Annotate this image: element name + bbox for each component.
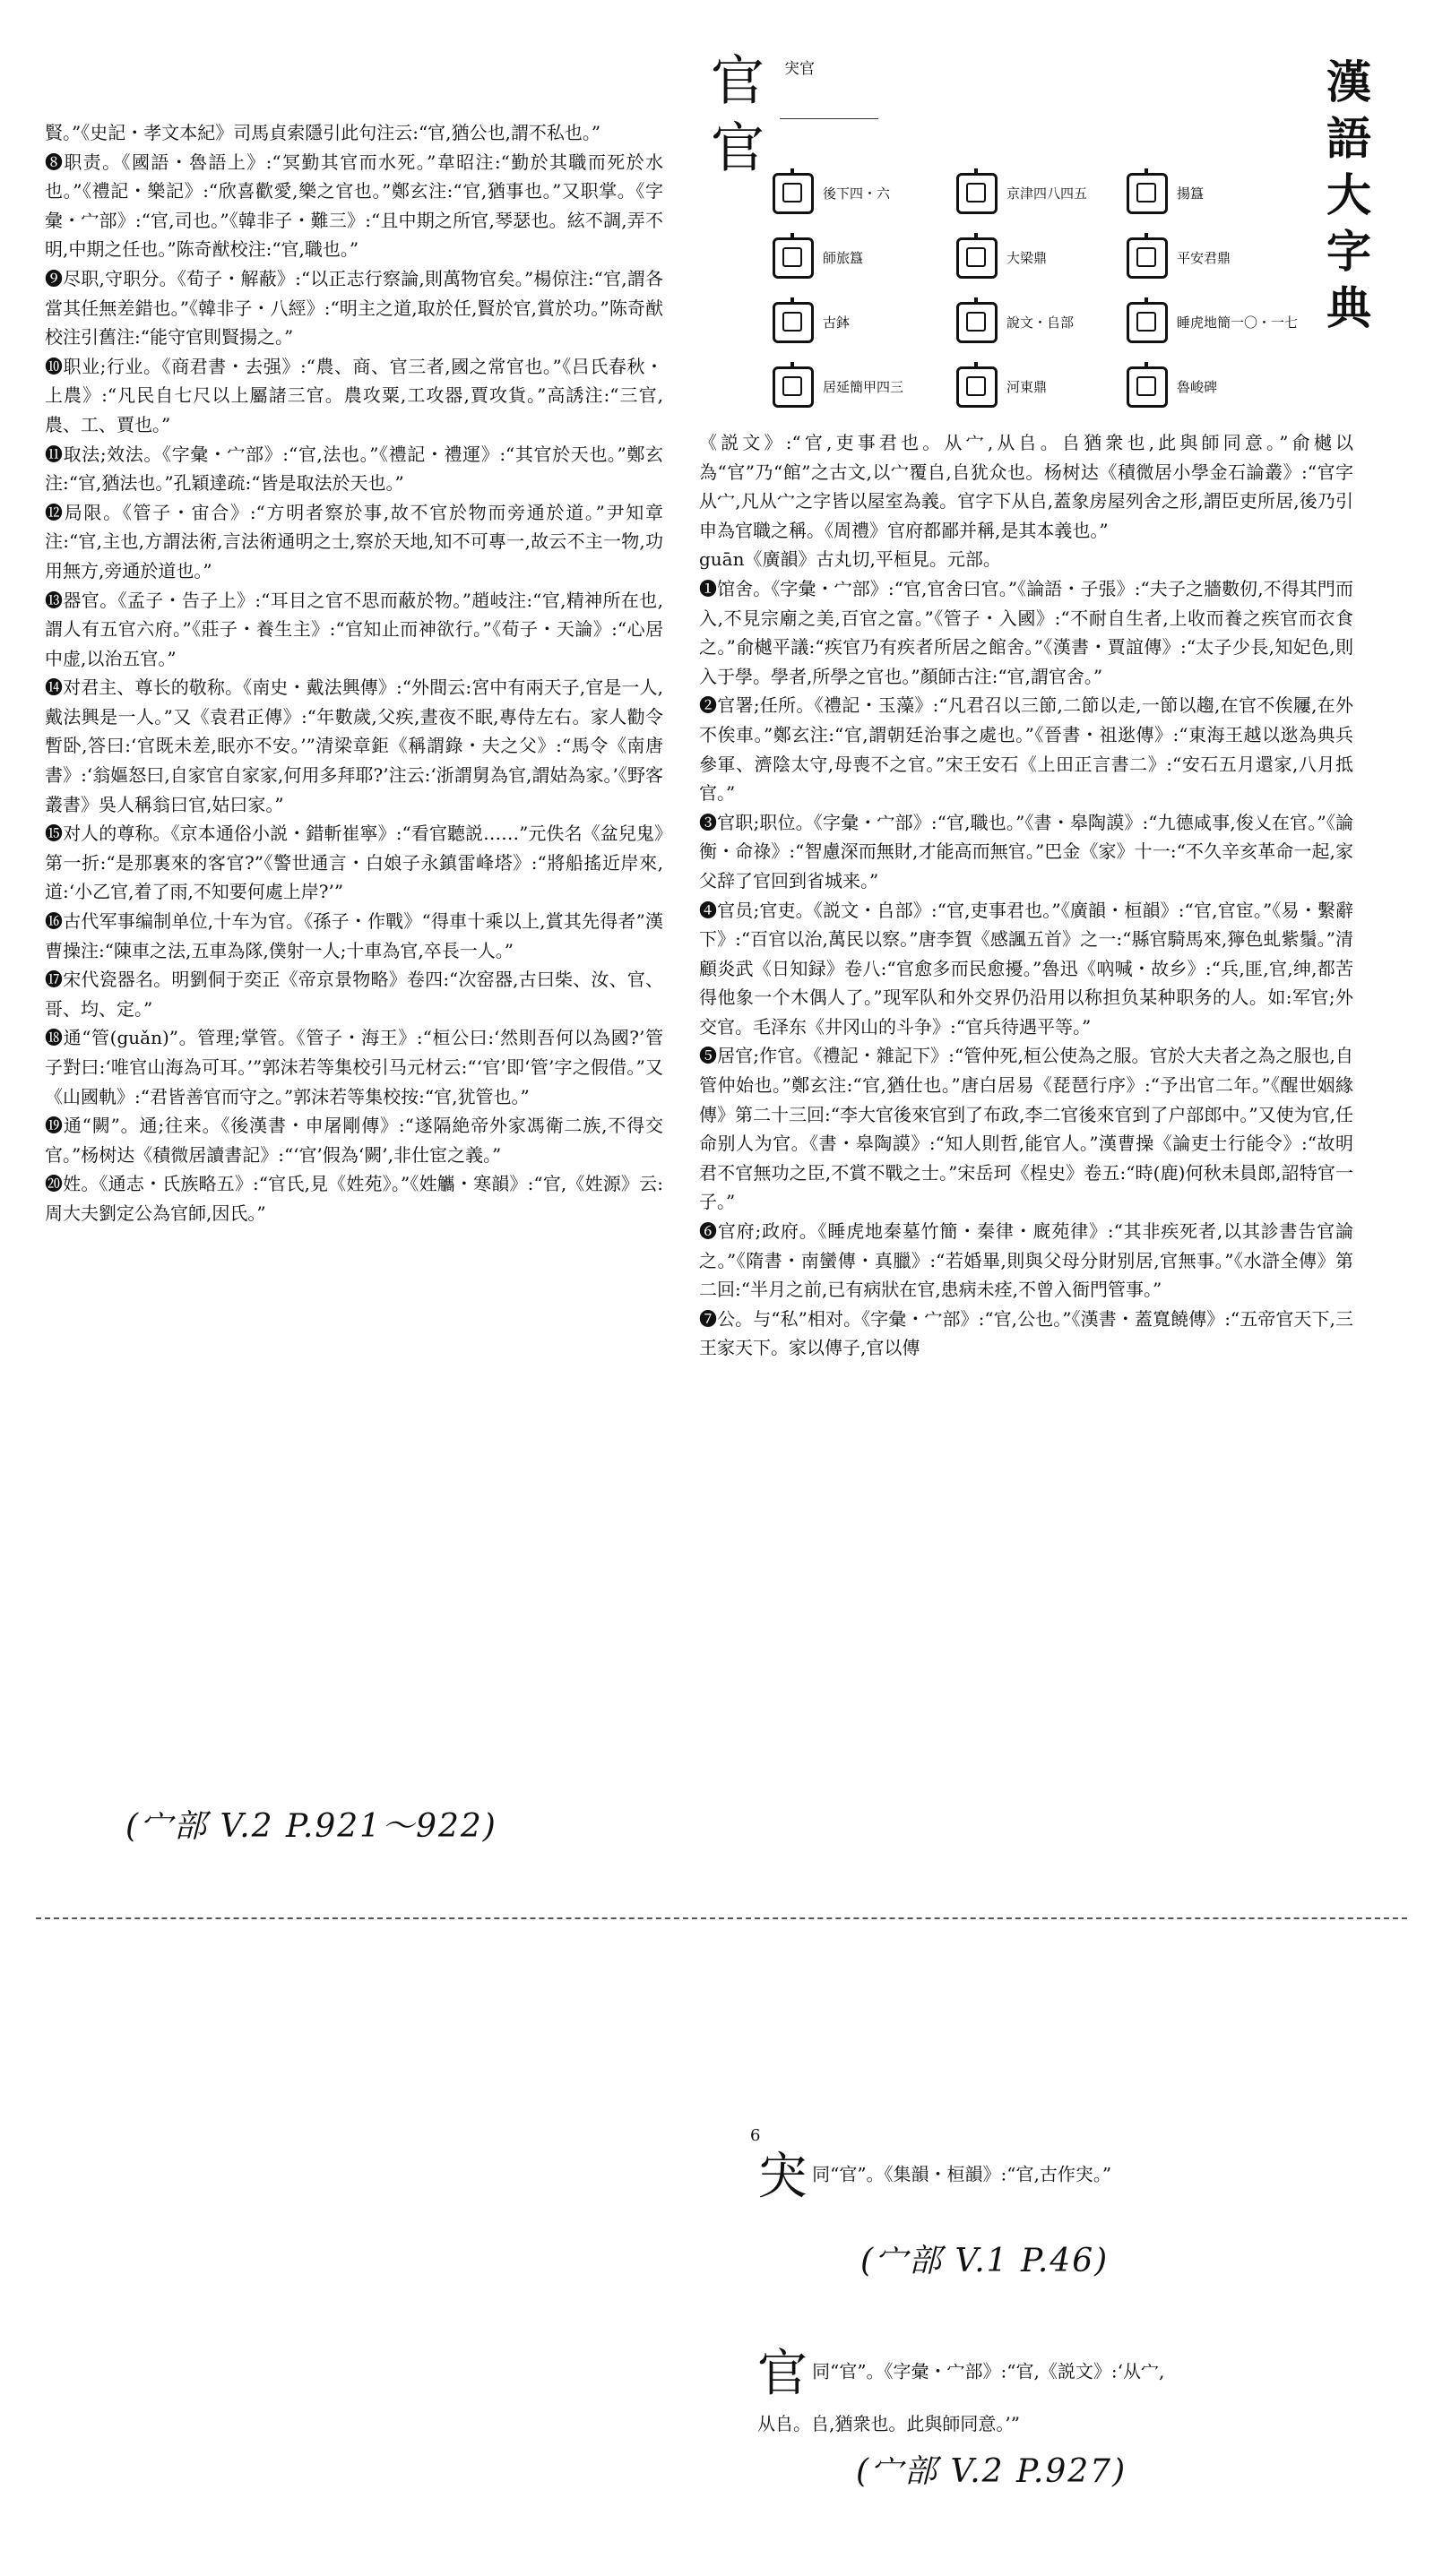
paragraph: ⓳通“闕”。通;往来。《後漢書・申屠剛傳》:“遂隔絶帝外家馮衛二族,不得交官。”杨树达《積微居讀書記》:“‘官’假為‘闕’,非仕宦之義。” <box>45 1115 663 1166</box>
ancient-glyph-icon <box>773 366 814 408</box>
paragraph: ❸官职;职位。《字彙・宀部》:“官,職也。”《書・皋陶謨》:“九德咸事,俊乂在官。”《論衡・命祿》:“智慮深而無財,才能高而無官。”巴金《家》十一:“不久辛亥革命一起,家父辞了官回到省城来。” <box>699 811 1353 892</box>
entry-traditional-character <box>757 2334 1403 2435</box>
paragraph: ❶馆舍。《字彙・宀部》:“官,官舍曰官。”《論語・子張》:“夫子之牆數仞,不得其門而入,不見宗廟之美,百官之富。”《管子・入國》:“不耐自生者,上收而養之疾官而衣食之。”俞樾平議:“疾官乃有疾者所居之館舍。”《漢書・賈誼傳》:“太子少長,知妃色,則入于學。學者,所學之官也。”顏師古注:“官,謂官舍。” <box>699 577 1353 687</box>
ancient-glyph-icon <box>1127 366 1168 408</box>
glyph-source-label: 揚簋 <box>1177 185 1205 202</box>
glyph-form <box>1127 168 1204 219</box>
glyph-source-label: 魯峻碑 <box>1177 378 1218 395</box>
section-divider <box>36 1917 1407 1919</box>
glyph-form <box>1127 297 1298 348</box>
paragraph: ⓮对君主、尊长的敬称。《南史・戴法興傳》:“外間云:宮中有兩天子,官是一人,戴法興是一人。”又《袁君正傳》:“年數歲,父疾,晝夜不眠,專侍左右。家人勸令暫卧,答曰:‘官既未差,眠亦不安。’”清梁章鉅《稱謂錄・夫之父》:“馬令《南唐書》:‘翁嫗怒曰,自家官自家家,何用多拜耶?’注云:‘浙謂舅為官,謂姑為家。’《野客叢書》吳人稱翁曰官,姑曰家。” <box>45 676 663 815</box>
ancient-glyph-icon <box>956 366 998 408</box>
glyph-source-label: 說文・𠂤部 <box>1006 314 1075 331</box>
paragraph: ❽职责。《國語・魯語上》:“冥勤其官而水死。”韋昭注:“勤於其職而死於水也。”《禮記・樂記》:“欣喜歡愛,樂之官也。”鄭玄注:“官,猶事也。”又职掌。《字彙・宀部》:“官,司也。”《韓非子・難三》:“且中期之所官,琴瑟也。絃不調,弄不明,中期之任也。”陈奇猷校注:“官,職也。” <box>45 151 663 261</box>
ancient-glyph-icon <box>773 302 814 343</box>
ancient-glyph-icon <box>773 237 814 279</box>
paragraph: 賢。”《史記・孝文本紀》司馬貞索隱引此句注云:“官,猶公也,謂不私也。” <box>45 122 601 143</box>
glyph-source-label: 後下四・六 <box>823 185 891 202</box>
glyph-source-label: 京津四八四五 <box>1006 185 1088 202</box>
head-character-variants: 宊官 <box>784 60 815 78</box>
ancient-glyph-icon <box>956 302 998 343</box>
glyph-source-label: 睡虎地簡一〇・一七 <box>1177 314 1299 331</box>
glyph-form <box>773 233 863 283</box>
paragraph: ⓭器官。《孟子・告子上》:“耳目之官不思而蔽於物。”趙岐注:“官,精神所在也,謂人有五官六府。”《莊子・養生主》:“官知止而神欲行。”《荀子・天論》:“心居中虚,以治五官。” <box>45 589 663 669</box>
glyph-source-label: 河東鼎 <box>1006 378 1048 395</box>
left-column-text <box>45 118 663 1228</box>
paragraph: ⓯对人的尊称。《京本通俗小説・錯斬崔寧》:“看官聽説……”元佚名《盆兒鬼》第一折:“是那裏來的客官?”《警世通言・白娘子永鎮雷峰塔》:“將船搖近岸來,道:‘小乙官,着了雨,不知要何處上岸?’” <box>45 823 663 903</box>
glyph-form <box>773 362 903 412</box>
head-character-second: 官 <box>711 117 765 180</box>
glyph-source-label: 師旅簋 <box>823 249 864 266</box>
ancient-glyph-icon <box>956 237 998 279</box>
entry-traditional-definition-line2: 从𠂤。𠂤,猶衆也。此與師同意。’” <box>757 2413 1020 2434</box>
ancient-glyph-icon <box>1127 173 1168 214</box>
header-rule <box>780 118 878 119</box>
entry-variant-character <box>750 2126 1385 2209</box>
glyph-form <box>1127 233 1231 283</box>
paragraph: ❹官员;官吏。《説文・𠂤部》:“官,吏事君也。”《廣韻・桓韻》:“官,官宦。”《易・繫辭下》:“百官以治,萬民以察。”唐李賀《感諷五首》之一:“縣官騎馬來,獰色虬紫鬚。”清顧炎武《日知録》卷八:“官愈多而民愈擾。”魯迅《吶喊・故乡》:“兵,匪,官,绅,都苦得他象一个木偶人了。”现军队和外交界仍沿用以称担负某种职务的人。如:军官;外交官。毛泽东《井冈山的斗争》:“官兵待遇平等。” <box>699 899 1353 1038</box>
glyph-form <box>1127 362 1217 412</box>
ancient-glyph-icon <box>1127 237 1168 279</box>
paragraph: ❼公。与“私”相对。《字彙・宀部》:“官,公也。”《漢書・蓋寬饒傳》:“五帝官天下,三王家天下。家以傳子,官以傳 <box>699 1307 1353 1359</box>
paragraph: ❻官府;政府。《睡虎地秦墓竹簡・秦律・廐苑律》:“其非疾死者,以其診書告官論之。”《隋書・南蠻傳・真臘》:“若婚畢,則與父母分財别居,官無事。”《水滸全傳》第二回:“半月之前,已有病狀在官,患病未痊,不曾入衙門管事。” <box>699 1220 1353 1301</box>
paragraph: 《説文》:“官,吏事君也。从宀,从𠂤。𠂤猶衆也,此與師同意。”俞樾以為“官”乃“館”之古文,以宀覆𠂤,𠂤犹众也。杨树达《積微居小學金石論叢》:“官字从宀,凡从宀之字皆以屋室為義。官字下从𠂤,蓋象房屋列舍之形,謂臣吏所居,後乃引申為官職之稱。《周禮》官府都鄙并稱,是其本義也。” <box>699 432 1353 541</box>
entry-traditional-definition-line1: 同“官”。《字彙・宀部》:“官,《説文》:‘从宀, <box>812 2360 1165 2382</box>
glyph-form <box>773 297 850 348</box>
glyph-form <box>956 233 1047 283</box>
right-column-text <box>699 428 1353 1363</box>
glyph-form <box>956 168 1087 219</box>
ancient-glyph-icon <box>956 173 998 214</box>
head-character: 官 <box>711 50 765 113</box>
paragraph: ❿职业;行业。《商君書・去强》:“農、商、官三者,國之常官也。”《吕氏春秋・上農》:“凡民自七尺以上屬諸三官。農攻粟,工攻器,賈攻貨。”高誘注:“三官,農、工、賈也。” <box>45 355 663 435</box>
dictionary-title: 漢 語 大 字 典 <box>1326 56 1371 334</box>
glyph-source-label: 大梁鼎 <box>1006 249 1048 266</box>
paragraph: ⓲通“管(guǎn)”。管理;掌管。《管子・海王》:“桓公曰:‘然則吾何以為國?’管子對曰:‘唯官山海為可耳。’”郭沫若等集校引马元材云:“‘官’即‘管’字之假借。”又《山國軌》:“君皆善官而守之。”郭沫若等集校按:“官,犹管也。” <box>45 1027 663 1107</box>
glyph-source-label: 古鉢 <box>823 314 851 331</box>
handwritten-page-note-bottom: (宀部 V.2 P.927) <box>856 2453 1127 2490</box>
glyph-source-label: 平安君鼎 <box>1177 249 1231 266</box>
paragraph: ❺居官;作官。《禮記・雜記下》:“管仲死,桓公使為之服。官於大夫者之為之服也,自管仲始也。”鄭玄注:“官,猶仕也。”唐白居易《琵琶行序》:“予出官二年。”《醒世姻緣傳》第二十三回:“李大官後來官到了布政,李二官後來官到了户部郎中。”又使为官,任命别人为官。《書・皋陶謨》:“知人則哲,能官人。”漢曹操《論吏士行能令》:“故明君不官無功之臣,不賞不戰之士。”宋岳珂《桯史》卷五:“時(鹿)何秋未員郎,詔特官一子。” <box>699 1045 1353 1213</box>
paragraph: ⓴姓。《通志・氏族略五》:“官氏,見《姓苑》。”《姓觿・寒韻》:“官,《姓源》云:周大夫劉定公為官師,因氏。” <box>45 1173 663 1224</box>
glyph-form <box>956 297 1074 348</box>
glyph-form <box>773 168 890 219</box>
entry-stroke-marker: 6 <box>750 2126 761 2145</box>
handwritten-page-note-left: (宀部 V.2 P.921～922) <box>125 1808 497 1845</box>
entry-variant-glyph: 宊 <box>757 2148 808 2206</box>
paragraph: guān《廣韻》古丸切,平桓見。元部。 <box>699 548 1001 571</box>
handwritten-page-note-mid: (宀部 V.1 P.46) <box>860 2243 1110 2279</box>
glyph-source-label: 居延簡甲四三 <box>823 378 904 395</box>
entry-traditional-glyph: 官 <box>757 2345 808 2403</box>
paragraph: ⓫取法;效法。《字彙・宀部》:“官,法也。”《禮記・禮運》:“其官於天也。”鄭玄注:“官,猶法也。”孔穎達疏:“皆是取法於天也。” <box>45 443 663 495</box>
paragraph: ⓱宋代瓷器名。明劉侗于奕正《帝京景物略》卷四:“次窑器,古曰柴、汝、官、哥、均、定。” <box>45 969 663 1020</box>
paragraph: ❾尽职,守职分。《荀子・解蔽》:“以正志行察論,則萬物官矣。”楊倞注:“官,謂各當其任無差錯也。”《韓非子・八經》:“明主之道,取於任,賢於官,賞於功。”陈奇猷校注引舊注:“能守官則賢揚之。” <box>45 267 663 349</box>
glyph-forms-grid <box>773 168 1328 428</box>
paragraph: ❷官署;任所。《禮記・玉藻》:“凡君召以三節,二節以走,一節以趨,在官不俟屨,在外不俟車。”鄭玄注:“官,謂朝廷治事之處也。”《晉書・祖逖傳》:“東海王越以逖為典兵參軍、濟陰太守,母喪不之官。”宋王安石《上田正言書二》:“安石五月還家,八月抵官。” <box>699 694 1353 805</box>
ancient-glyph-icon <box>773 173 814 214</box>
glyph-form <box>956 362 1047 412</box>
ancient-glyph-icon <box>1127 302 1168 343</box>
entry-variant-definition: 同“官”。《集韻・桓韻》:“官,古作宊。” <box>812 2163 1112 2185</box>
paragraph: ⓰古代军事编制单位,十车为官。《孫子・作戰》“得車十乘以上,賞其先得者”漢曹操注:“陳車之法,五車為隊,僕射一人;十車為官,卒長一人。” <box>45 910 663 961</box>
paragraph: ⓬局限。《管子・宙合》:“方明者察於事,故不官於物而旁通於道。”尹知章注:“官,主也,方謂法術,言法術通明之士,察於天地,知不可專一,故云不主一物,功用無方,旁通於道也。” <box>45 501 663 582</box>
